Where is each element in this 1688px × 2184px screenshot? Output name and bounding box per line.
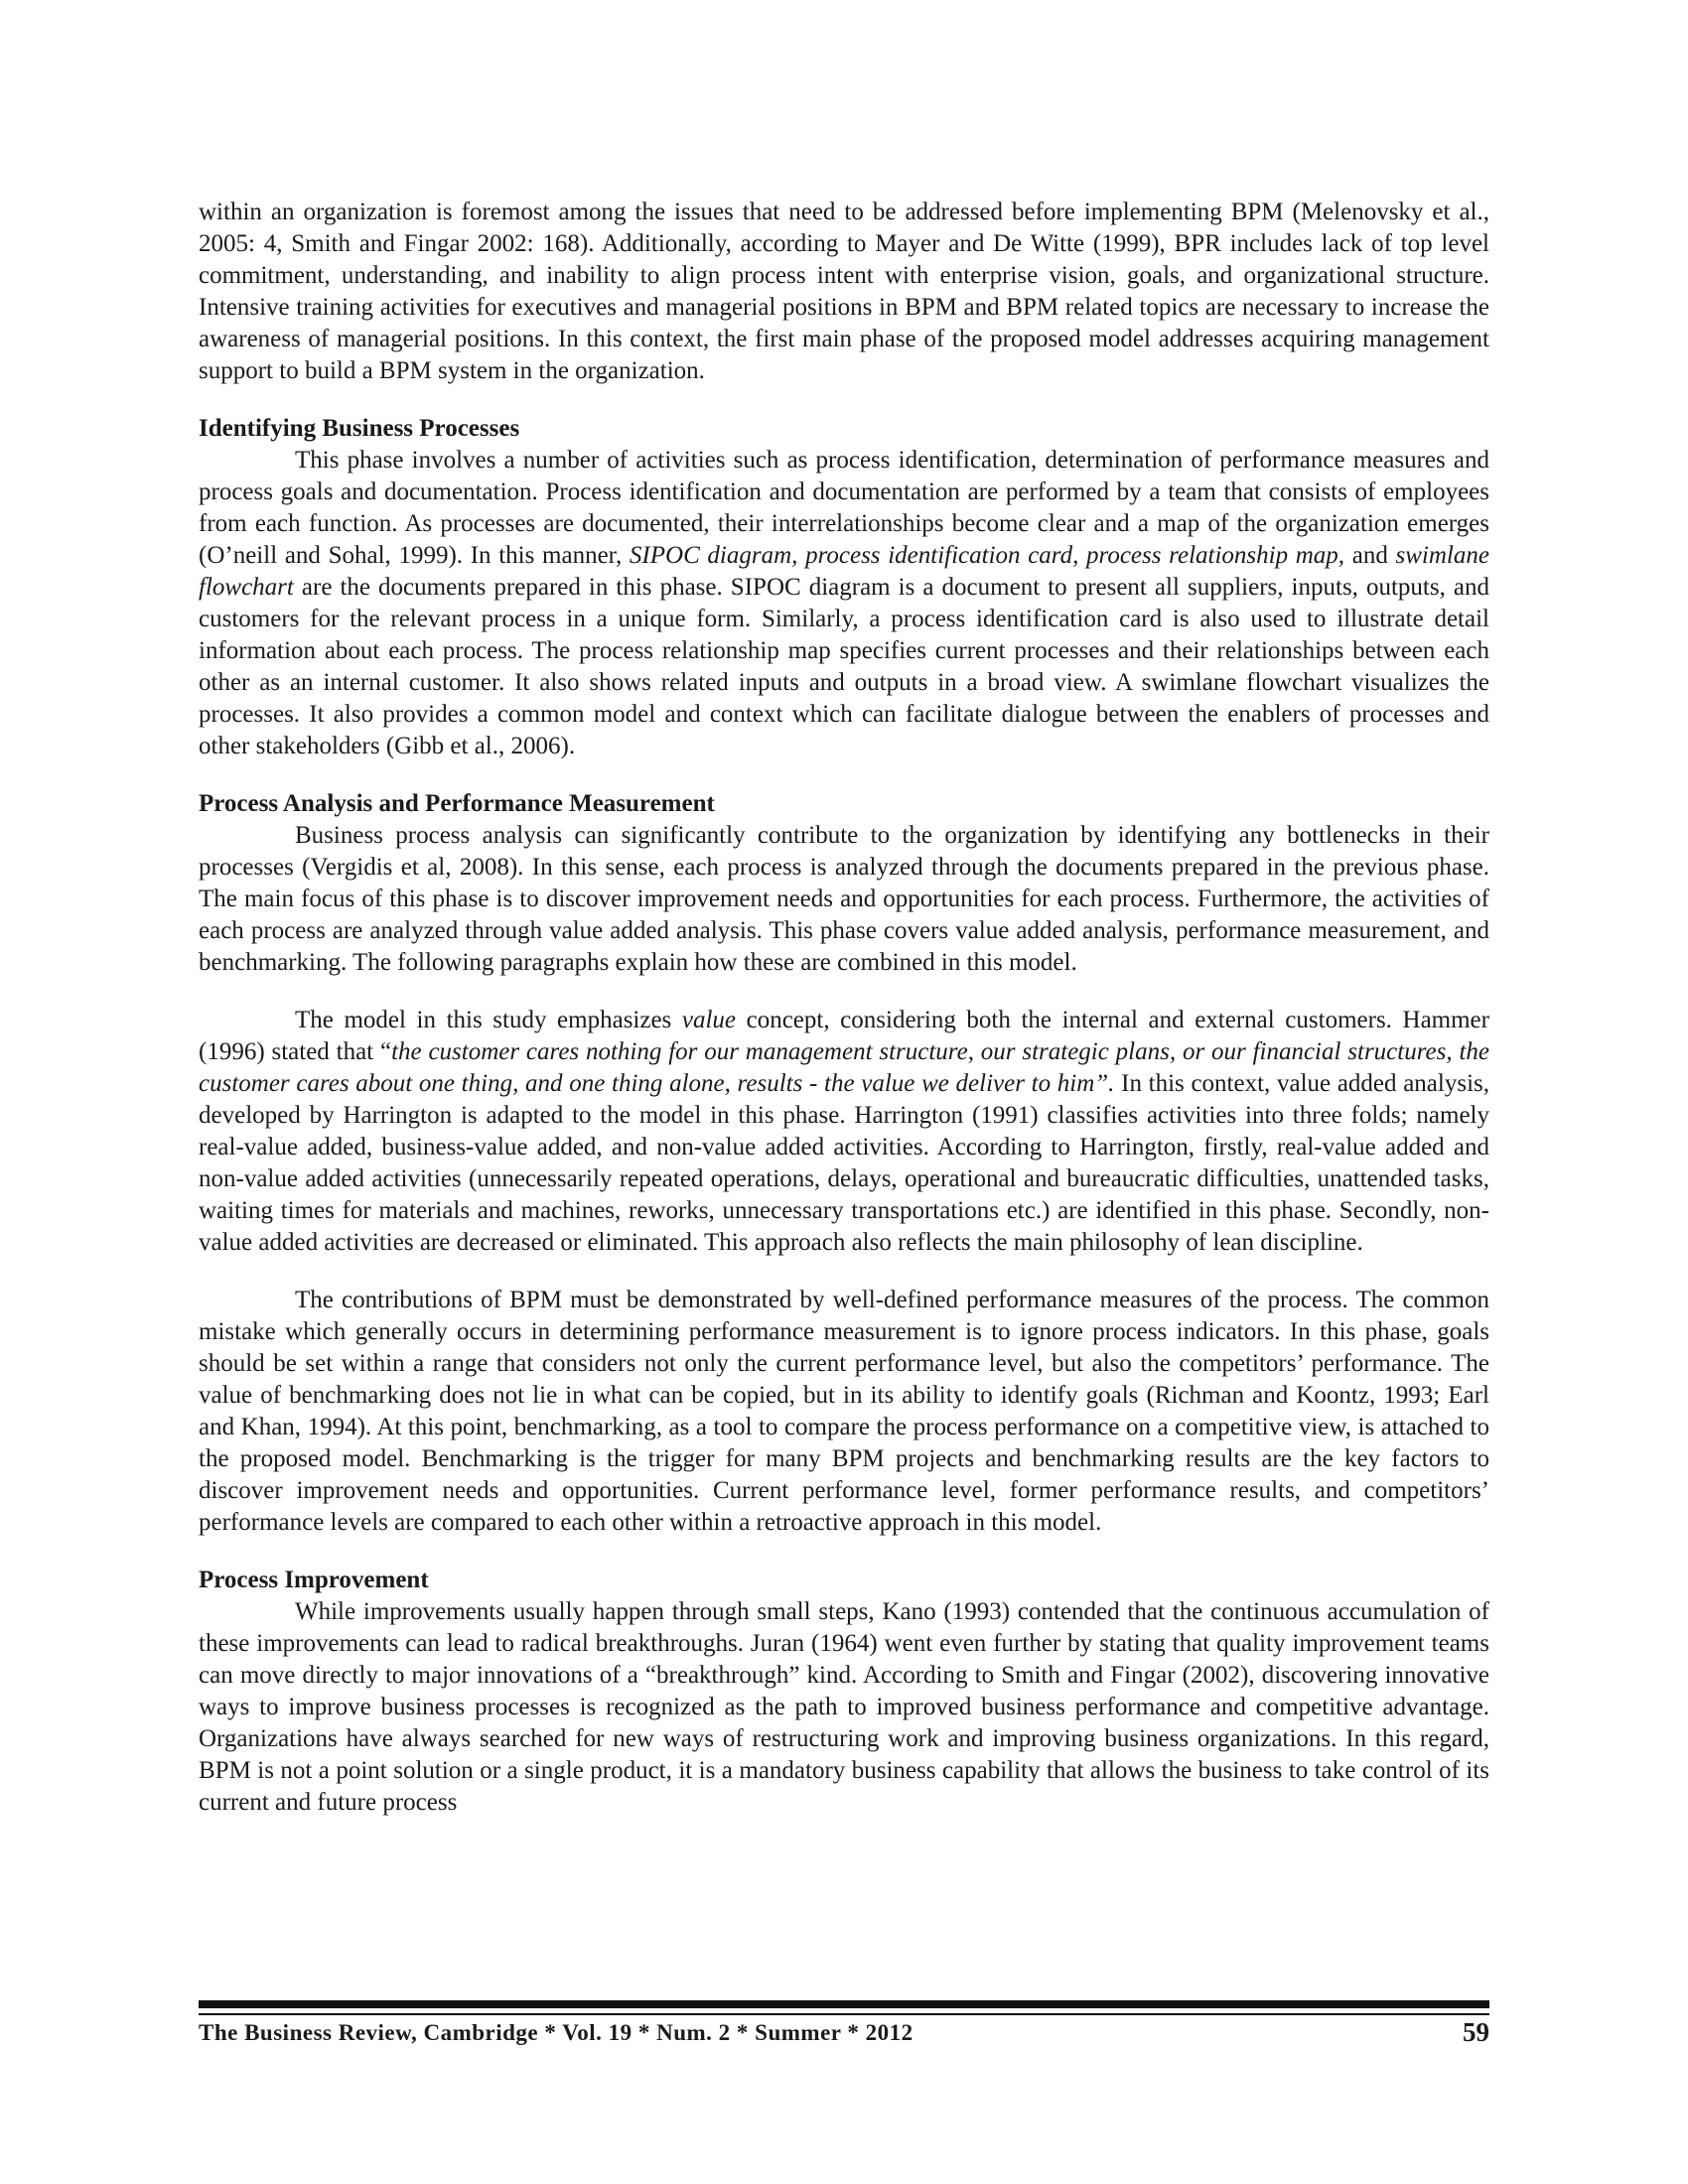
text-run: The model in this study emphasizes xyxy=(295,1007,682,1033)
emphasis-text: SIPOC diagram, process identification card, process relationship map, xyxy=(629,542,1345,569)
emphasis-text: swimlane flowchart xyxy=(199,542,1489,601)
quotation-text: the customer cares nothing for our management structure, our strategic plans, or our financial structures, the customer cares about one thing, and one thing alone, results - the value we deliver to him”. xyxy=(199,1038,1489,1097)
text-run: are the documents prepared in this phase. SIPOC diagram is a document to present all suppliers, inputs, outputs, and customers for the relevant process in a unique form. Similarly, a process identification card is also used to illustrate detail information about each process. The process relationship map specifies current processes and their relationships between each other as an internal customer. It also shows related inputs and outputs in a broad view. A swimlane flowchart visualizes the processes. It also provides a common model and context which can facilitate dialogue between the enablers of processes and other stakeholders (Gibb et al., 2006). xyxy=(199,574,1489,759)
paragraph-performance-measures: The contributions of BPM must be demonstrated by well-defined performance measures of the process. The common mistake which generally occurs in determining performance measurement is to ignore process indicators. In this phase, goals should be set within a range that considers not only the current performance level, but also the competitors’ performance. The value of benchmarking does not lie in what can be copied, but in its ability to identify goals (Richman and Koontz, 1993; Earl and Khan, 1994). At this point, benchmarking, as a tool to compare the process performance on a competitive view, is attached to the proposed model. Benchmarking is the trigger for many BPM projects and benchmarking results are the key factors to discover improvement needs and opportunities. Current performance level, former performance results, and competitors’ performance levels are compared to each other within a retroactive approach in this model. xyxy=(199,1287,1489,1536)
emphasis-text: value xyxy=(681,1007,737,1033)
footer-rule-thin xyxy=(199,2013,1489,2015)
paragraph-value-concept xyxy=(199,1005,1489,1259)
heading-process-analysis: Process Analysis and Performance Measurement xyxy=(199,790,715,817)
article-body xyxy=(199,197,1489,1819)
text-run: concept, considering both the internal and external customers. Hammer (1996) stated that “ xyxy=(199,1007,1489,1065)
page-number: 59 xyxy=(1463,2017,1489,2047)
footer-rule-thick xyxy=(199,2000,1489,2008)
paragraph-process-analysis: Business process analysis can significantly contribute to the organization by identifying any bottlenecks in their processes (Vergidis et al, 2008). In this sense, each process is analyzed through the documents prepared in the previous phase. The main focus of this phase is to discover improvement needs and opportunities for each process. Furthermore, the activities of each process are analyzed through value added analysis. This phase covers value added analysis, performance measurement, and benchmarking. The following paragraphs explain how these are combined in this model. xyxy=(199,822,1489,976)
heading-identifying-business-processes: Identifying Business Processes xyxy=(199,415,520,442)
paragraph-management-support: within an organization is foremost among the issues that need to be addressed before implementing BPM (Melenovsky et al., 2005: 4, Smith and Fingar 2002: 168). Additionally, according to Mayer and De Witte (1999), BPR includes lack of top level commitment, understanding, and inability to align process intent with enterprise vision, goals, and organizational structure. Intensive training activities for executives and managerial positions in BPM and BPM related topics are necessary to increase the awareness of managerial positions. In this context, the first main phase of the proposed model addresses acquiring management support to build a BPM system in the organization. xyxy=(199,199,1489,384)
paragraph-identifying-business-processes xyxy=(199,445,1489,762)
text-run: In this context, value added analysis, developed by Harrington is adapted to the model in this phase. Harrington (1991) classifies activities into three folds; namely real-value added, business-value added, and non-value added activities. According to Harrington, firstly, real-value added and non-value added activities (unnecessarily repeated operations, delays, operational and bureaucratic difficulties, unattended tasks, waiting times for materials and machines, reworks, unnecessary transportations etc.) are identified in this phase. Secondly, non-value added activities are decreased or eliminated. This approach also reflects the main philosophy of lean discipline. xyxy=(199,1070,1489,1256)
heading-process-improvement: Process Improvement xyxy=(199,1567,429,1593)
footer-journal-citation: The Business Review, Cambridge * Vol. 19 * Num. 2 * Summer * 2012 xyxy=(199,2020,914,2045)
text-run: This phase involves a number of activities such as process identification, determination of performance measures and process goals and documentation. Process identification and documentation are performed by a team that consists of employees from each function. As processes are documented, their interrelationships become clear and a map of the organization emerges (O’neill and Sohal, 1999). In this manner, xyxy=(199,447,1489,569)
text-run: and xyxy=(1344,542,1396,569)
paragraph-process-improvement: While improvements usually happen through small steps, Kano (1993) contended that the continuous accumulation of these improvements can lead to radical breakthroughs. Juran (1964) went even further by stating that quality improvement teams can move directly to major innovations of a “breakthrough” kind. According to Smith and Fingar (2002), discovering innovative ways to improve business processes is recognized as the path to improved business performance and competitive advantage. Organizations have always searched for new ways of restructuring work and improving business organizations. In this regard, BPM is not a point solution or a single product, it is a mandatory business capability that allows the business to take control of its current and future process xyxy=(199,1598,1489,1816)
